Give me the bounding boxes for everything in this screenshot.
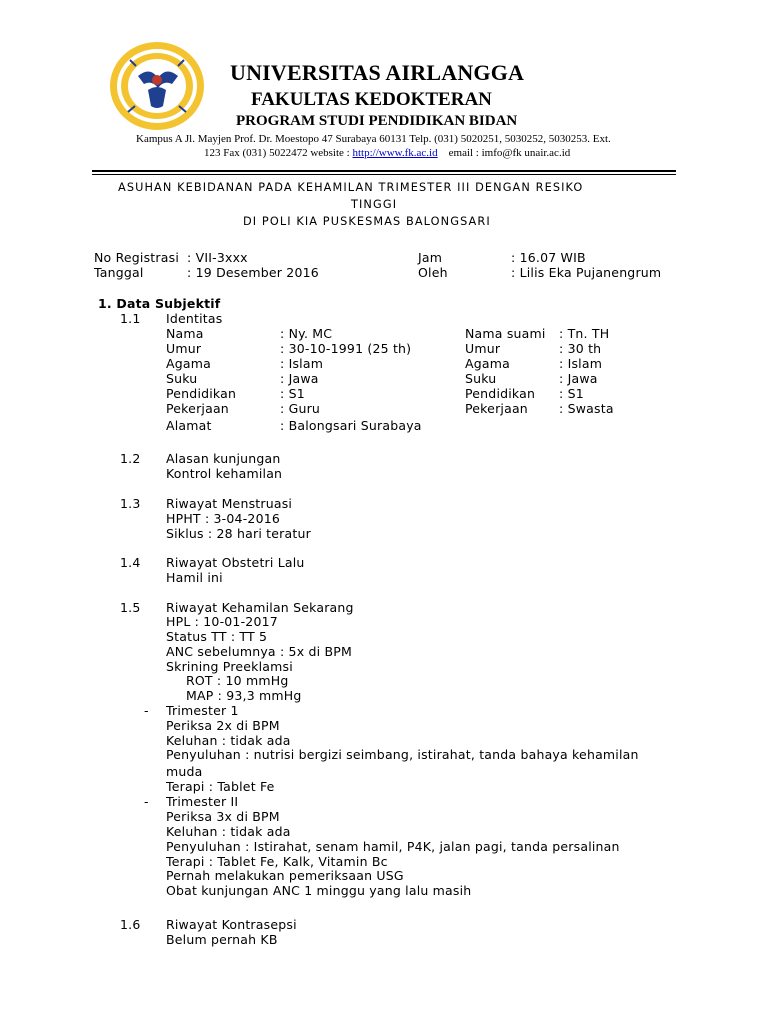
trimester-2-title: Trimester II bbox=[166, 794, 239, 809]
website-link[interactable]: http://www.fk.ac.id bbox=[352, 147, 438, 159]
trimester-1-complaints: Keluhan : tidak ada bbox=[166, 733, 291, 748]
identity-title: Identitas bbox=[166, 311, 223, 326]
menstrual-title: Riwayat Menstruasi bbox=[166, 496, 293, 511]
trimester-1-counseling-cont: muda bbox=[166, 764, 203, 779]
cycle-value: Siklus : 28 hari teratur bbox=[166, 526, 311, 541]
faculty-name: FAKULTAS KEDOKTERAN bbox=[251, 89, 492, 110]
identity-value: : S1 bbox=[280, 386, 305, 401]
identity-value: : 30-10-1991 (25 th) bbox=[280, 341, 412, 356]
identity-label: Pendidikan bbox=[166, 386, 237, 401]
fax-text: 123 Fax (031) 5022472 website : bbox=[204, 147, 353, 159]
screening-title: Skrining Preeklamsi bbox=[166, 659, 293, 674]
husband-value: : S1 bbox=[559, 386, 584, 401]
husband-value: : Jawa bbox=[559, 371, 598, 386]
trimester-2-therapy: Terapi : Tablet Fe, Kalk, Vitamin Bc bbox=[166, 854, 388, 869]
identity-value: : Jawa bbox=[280, 371, 319, 386]
hpht-value: HPHT : 3-04-2016 bbox=[166, 511, 281, 526]
rot-value: ROT : 10 mmHg bbox=[186, 673, 289, 688]
trimester-2-usg: Pernah melakukan pemeriksaan USG bbox=[166, 868, 404, 883]
email-text: email : imfo@fk unair.ac.id bbox=[448, 147, 571, 159]
examiner-value: : Lilis Eka Pujanengrum bbox=[511, 265, 662, 280]
item-number: 1.2 bbox=[120, 451, 141, 466]
bullet-dash: - bbox=[144, 794, 149, 809]
identity-value: : Ny. MC bbox=[280, 326, 333, 341]
bullet-dash: - bbox=[144, 703, 149, 718]
identity-label: Nama bbox=[166, 326, 204, 341]
document-title-line-3: DI POLI KIA PUSKESMAS BALONGSARI bbox=[243, 215, 491, 228]
document-title-line-2: TINGGI bbox=[351, 198, 398, 211]
husband-value: : Islam bbox=[559, 356, 603, 371]
obstetric-title: Riwayat Obstetri Lalu bbox=[166, 555, 305, 570]
header-rule-thick bbox=[92, 170, 676, 172]
date-value: : 19 Desember 2016 bbox=[187, 265, 319, 280]
husband-label: Nama suami bbox=[465, 326, 546, 341]
registration-value: : VII-3xxx bbox=[187, 250, 248, 265]
item-number: 1.3 bbox=[120, 496, 141, 511]
trimester-2-counseling: Penyuluhan : Istirahat, senam hamil, P4K, jalan pagi, tanda persalinan bbox=[166, 839, 620, 854]
husband-value: : 30 th bbox=[559, 341, 602, 356]
university-name: UNIVERSITAS AIRLANGGA bbox=[230, 60, 525, 85]
map-value: MAP : 93,3 mmHg bbox=[186, 688, 302, 703]
trimester-2-complaints: Keluhan : tidak ada bbox=[166, 824, 291, 839]
husband-value: : Tn. TH bbox=[559, 326, 610, 341]
document-title-line-1: ASUHAN KEBIDANAN PADA KEHAMILAN TRIMESTER III DENGAN RESIKO bbox=[118, 181, 584, 194]
identity-value: : Balongsari Surabaya bbox=[280, 418, 422, 433]
husband-label: Agama bbox=[465, 356, 510, 371]
visit-reason-title: Alasan kunjungan bbox=[166, 451, 281, 466]
university-logo bbox=[108, 40, 206, 132]
identity-value: : Guru bbox=[280, 401, 321, 416]
current-pregnancy-title: Riwayat Kehamilan Sekarang bbox=[166, 600, 354, 615]
address-line-1: Kampus A Jl. Mayjen Prof. Dr. Moestopo 47 Surabaya 60131 Telp. (031) 5020251, 5030252, 5030253. Ext. bbox=[136, 133, 611, 145]
husband-label: Pekerjaan bbox=[465, 401, 528, 416]
item-number: 1.6 bbox=[120, 917, 141, 932]
trimester-1-title: Trimester 1 bbox=[166, 703, 239, 718]
item-number: 1.1 bbox=[120, 311, 141, 326]
husband-label: Suku bbox=[465, 371, 497, 386]
date-label: Tanggal bbox=[94, 265, 144, 280]
hpl-value: HPL : 10-01-2017 bbox=[166, 614, 278, 629]
husband-value: : Swasta bbox=[559, 401, 614, 416]
time-label: Jam bbox=[418, 250, 443, 265]
anc-history: ANC sebelumnya : 5x di BPM bbox=[166, 644, 352, 659]
identity-value: : Islam bbox=[280, 356, 324, 371]
husband-label: Pendidikan bbox=[465, 386, 536, 401]
husband-label: Umur bbox=[465, 341, 501, 356]
identity-label: Agama bbox=[166, 356, 211, 371]
identity-label: Suku bbox=[166, 371, 198, 386]
item-number: 1.4 bbox=[120, 555, 141, 570]
time-value: : 16.07 WIB bbox=[511, 250, 586, 265]
item-number: 1.5 bbox=[120, 600, 141, 615]
trimester-2-checkups: Periksa 3x di BPM bbox=[166, 809, 280, 824]
trimester-1-counseling: Penyuluhan : nutrisi bergizi seimbang, istirahat, tanda bahaya kehamilan bbox=[166, 747, 639, 762]
section-heading: 1. Data Subjektif bbox=[98, 296, 221, 311]
tt-status: Status TT : TT 5 bbox=[166, 629, 268, 644]
trimester-1-therapy: Terapi : Tablet Fe bbox=[166, 779, 275, 794]
identity-label: Alamat bbox=[166, 418, 212, 433]
program-name: PROGRAM STUDI PENDIDIKAN BIDAN bbox=[236, 113, 518, 129]
visit-reason-value: Kontrol kehamilan bbox=[166, 466, 283, 481]
registration-label: No Registrasi bbox=[94, 250, 179, 265]
trimester-2-medication: Obat kunjungan ANC 1 minggu yang lalu masih bbox=[166, 883, 472, 898]
contraception-title: Riwayat Kontrasepsi bbox=[166, 917, 297, 932]
address-line-2 bbox=[204, 147, 570, 159]
examiner-label: Oleh bbox=[418, 265, 448, 280]
contraception-value: Belum pernah KB bbox=[166, 932, 278, 947]
identity-label: Pekerjaan bbox=[166, 401, 229, 416]
identity-label: Umur bbox=[166, 341, 202, 356]
trimester-1-checkups: Periksa 2x di BPM bbox=[166, 718, 280, 733]
header-rule-thin bbox=[92, 174, 676, 175]
obstetric-value: Hamil ini bbox=[166, 570, 223, 585]
